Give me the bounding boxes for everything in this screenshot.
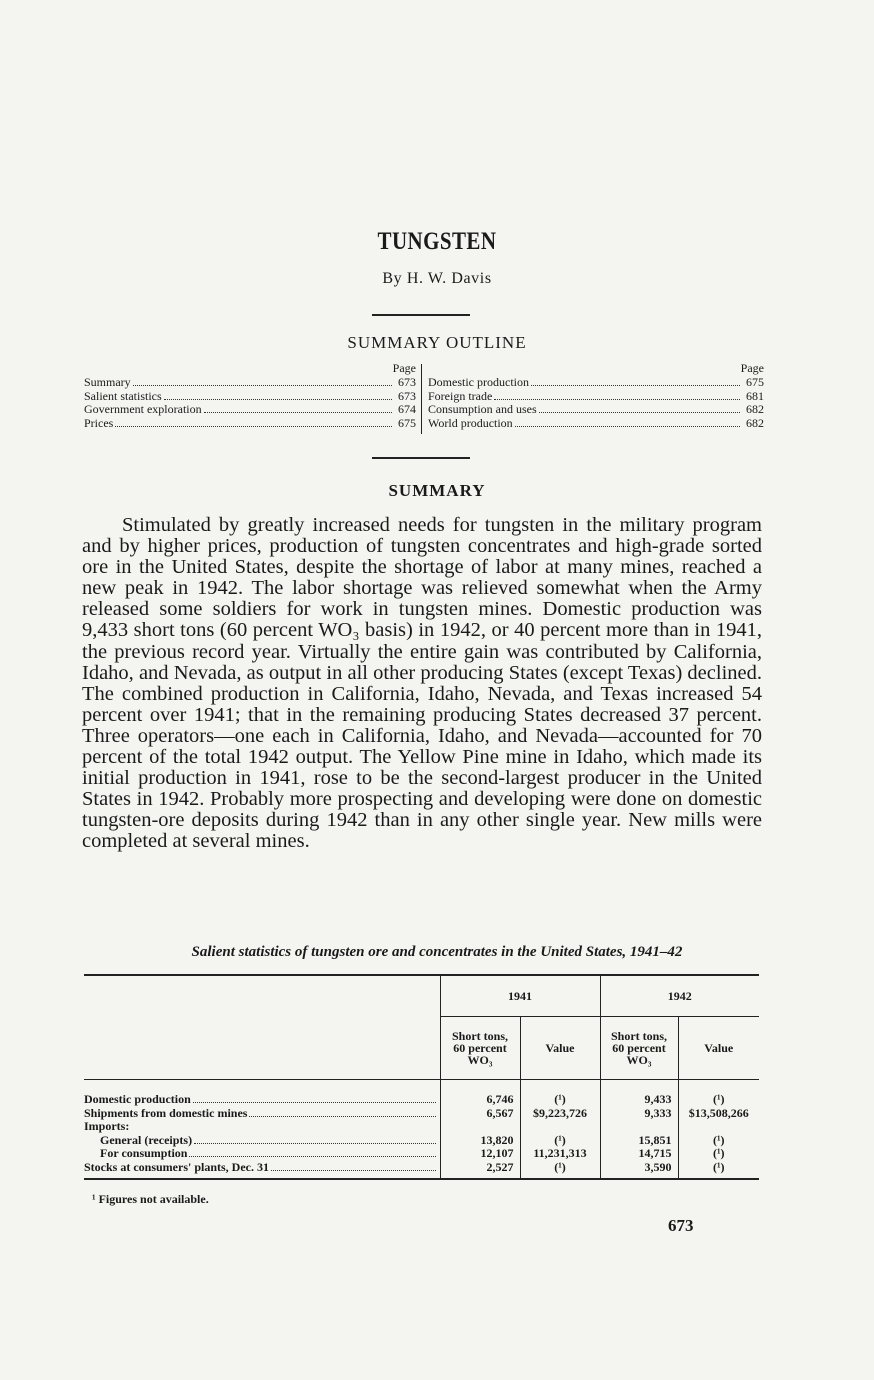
outline-item [428, 376, 764, 390]
table-caption: Salient statistics of tungsten ore and concentrates in the United States, 1941–42 [191, 944, 683, 960]
outline-item-page: 681 [746, 388, 764, 403]
page-column-header: Page [392, 361, 416, 375]
column-header-tons: Short tons, 60 percent WO₃ [440, 1017, 520, 1080]
summary-body [82, 515, 762, 853]
cell-tons-1942: 9,333 [600, 1107, 678, 1121]
outline-item-page: 673 [398, 375, 416, 389]
cell-tons-1941: 6,567 [440, 1107, 520, 1121]
divider [372, 314, 470, 316]
cell-value-1942: (¹) [678, 1147, 759, 1161]
outline-item-label: Domestic production [428, 375, 529, 389]
table-row [84, 1107, 759, 1121]
cell-tons-1941: 13,820 [440, 1134, 520, 1148]
cell-value-1941: (¹) [520, 1093, 600, 1107]
year-header: 1941 [440, 976, 600, 1017]
table-row [84, 1161, 759, 1175]
outline-item [84, 376, 416, 390]
table-row [84, 1134, 759, 1148]
cell-value-1941: $9,223,726 [520, 1107, 600, 1121]
outline-column-left [84, 362, 416, 430]
cell-tons-1942: 9,433 [600, 1093, 678, 1107]
outline-item-page: 674 [398, 402, 416, 416]
cell-value-1942: (¹) [678, 1134, 759, 1148]
column-header-value: Value [678, 1017, 759, 1080]
author-byline: By H. W. Davis [382, 270, 492, 287]
row-label: Imports: [84, 1119, 130, 1133]
salient-statistics-table [84, 974, 759, 1180]
outline-item-label: World production [428, 415, 513, 430]
outline-item-page: 675 [746, 375, 764, 389]
table-row [84, 1147, 759, 1161]
outline-item [428, 403, 764, 417]
outline-item-label: Consumption and uses [428, 402, 537, 416]
row-label: Domestic production [84, 1092, 191, 1106]
row-label: For consumption [100, 1146, 188, 1160]
row-label: General (receipts) [100, 1132, 193, 1147]
year-header: 1942 [600, 976, 759, 1017]
column-header-value: Value [520, 1017, 600, 1080]
page-title: TUNGSTEN [377, 228, 497, 255]
cell-tons-1942: 3,590 [600, 1161, 678, 1175]
outline-item [84, 390, 416, 404]
outline-item-label: Summary [84, 375, 131, 389]
page-number: 673 [668, 1216, 694, 1235]
divider [372, 457, 470, 459]
row-label: Stocks at consumers' plants, Dec. 31 [84, 1159, 269, 1174]
outline-item-label: Government exploration [84, 402, 202, 416]
outline-item [428, 390, 764, 404]
outline-item-label: Foreign trade [428, 388, 493, 403]
outline-item-label: Prices [84, 415, 114, 430]
outline-item [84, 417, 416, 431]
outline-item-page: 673 [398, 388, 416, 403]
outline-title: SUMMARY OUTLINE [347, 333, 527, 352]
table-footnote: ¹ Figures not available. [92, 1192, 209, 1206]
outline-item-page: 682 [746, 415, 764, 430]
cell-tons-1941: 12,107 [440, 1147, 520, 1161]
outline-item [428, 417, 764, 431]
cell-value-1942: (¹) [678, 1093, 759, 1107]
cell-value-1941: 11,231,313 [520, 1147, 600, 1161]
page-column-header: Page [740, 361, 764, 375]
cell-tons-1942: 15,851 [600, 1134, 678, 1148]
table-row [84, 1120, 759, 1134]
summary-paragraph: Stimulated by greatly increased needs for tungsten in the military program and by higher prices, production of tungsten concentrates and high-grade sorted ore in the United States, despite the shortage of labor at many mines, reached a new peak in 1942. The labor shortage was relieved somewhat when the Army released some soldiers for work in tungsten mines. Domestic production was 9,433 short tons (60 percent WO₃ basis) in 1942, or 40 percent more than in 1941, the previous record year. Virtually the entire gain was contributed by California, Idaho, and Nevada, as output in all other producing States (except Texas) declined. The combined production in California, Idaho, Nevada, and Texas increased 54 percent over 1941; that in the remaining producing States decreased 37 percent. Three operators—one each in California, Idaho, and Nevada—accounted for 70 percent of the total 1942 output. The Yellow Pine mine in Idaho, which made its initial production in 1941, rose to be the second-largest producer in the United States in 1942. Probably more prospecting and developing were done on domestic tungsten-ore deposits during 1942 than in any other single year. New mills were completed at several mines. [82, 514, 762, 853]
outline-item-page: 675 [398, 415, 416, 430]
cell-value-1941: (¹) [520, 1161, 600, 1175]
cell-tons-1941: 6,746 [440, 1093, 520, 1107]
summary-heading: SUMMARY [388, 481, 486, 500]
row-label: Shipments from domestic mines [84, 1105, 248, 1120]
outline-item [84, 403, 416, 417]
outline-item-page: 682 [746, 402, 764, 416]
outline-item-label: Salient statistics [84, 388, 162, 403]
cell-value-1941: (¹) [520, 1134, 600, 1148]
table-row [84, 1093, 759, 1107]
outline-column-right [428, 362, 764, 430]
cell-value-1942: $13,508,266 [678, 1107, 759, 1121]
outline-column-separator [421, 364, 422, 434]
cell-tons-1942: 14,715 [600, 1147, 678, 1161]
column-header-tons: Short tons, 60 percent WO₃ [600, 1017, 678, 1080]
cell-tons-1941: 2,527 [440, 1161, 520, 1175]
cell-value-1942: (¹) [678, 1161, 759, 1175]
